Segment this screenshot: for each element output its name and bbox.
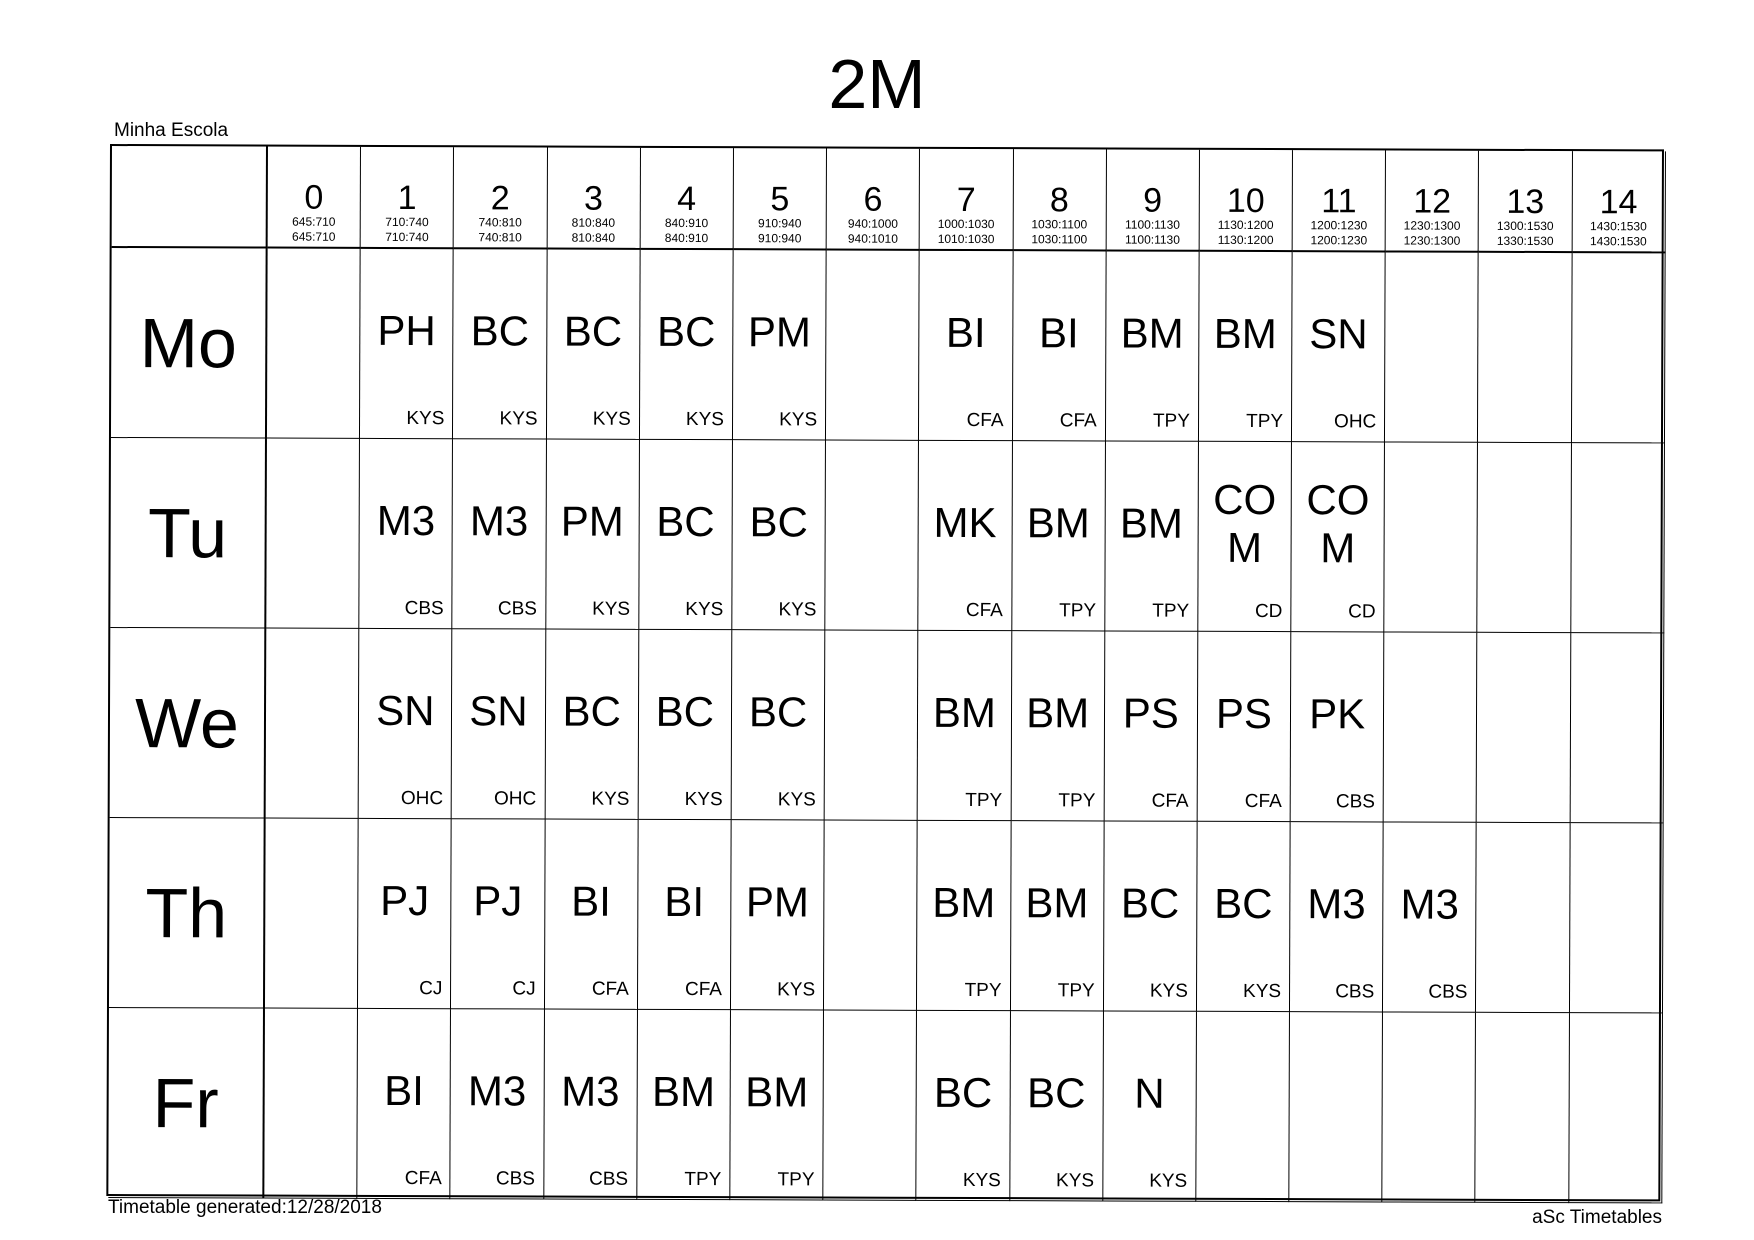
empty-cell [825,441,919,631]
subject-code: M3 [469,497,529,545]
subject-code: M3 [376,496,436,545]
period-time: 1200:1230 [1310,218,1368,233]
lesson-cell [640,250,734,440]
period-header [920,149,1014,251]
empty-cell [1383,1012,1477,1202]
teacher-code: CFA [966,409,1004,432]
lesson-cell [1106,251,1200,441]
lesson-cell [1383,822,1477,1012]
empty-cell [266,439,360,629]
period-header [827,149,921,251]
empty-cell [1570,633,1664,823]
period-time: 1430:1530 [1589,234,1647,249]
teacher-code: TPY [1152,410,1190,432]
lesson-cell [732,440,826,630]
timetable-grid [106,144,1664,1201]
subject-code: PK [1309,690,1366,738]
teacher-code: KYS [685,599,724,621]
day-label-cell [108,1008,265,1199]
teacher-code: CFA [591,978,629,1000]
subject-code: N [1134,1069,1165,1117]
period-number: 11 [1321,182,1357,221]
lesson-cell [1291,442,1385,632]
empty-cell [1476,1013,1570,1203]
period-number: 13 [1506,182,1545,222]
period-time: 810:840 [571,215,616,230]
empty-cell [826,251,920,441]
period-time: 940:1000 [847,216,899,231]
period-time: 645:710 [292,214,336,229]
teacher-code: CBS [404,598,444,620]
lesson-cell [359,629,453,819]
empty-cell [824,820,918,1010]
subject-code: BM [1120,309,1184,357]
period-header [1479,151,1573,253]
subject-code: M3 [1400,880,1459,928]
empty-cell [1572,253,1666,443]
lesson-cell [1011,631,1105,821]
period-time: 710:740 [385,229,429,245]
teacher-code: CBS [1335,981,1375,1003]
subject-code: BM [932,688,997,737]
period-number: 7 [956,180,976,220]
period-header [640,148,734,250]
lesson-cell [1198,442,1292,632]
empty-cell [825,631,919,821]
lesson-cell [1104,821,1198,1011]
period-time: 1000:1030 [937,216,995,232]
teacher-code: KYS [962,1169,1001,1192]
teacher-code: OHC [1334,411,1377,433]
lesson-cell [917,821,1011,1011]
lesson-cell [545,820,639,1010]
period-header [1572,151,1666,253]
teacher-code: CBS [497,598,537,620]
corner-cell [112,146,268,249]
lesson-cell [358,819,452,1009]
period-header [1386,150,1480,252]
lesson-cell [451,1009,545,1199]
period-header [1293,150,1387,252]
lesson-cell [546,440,640,630]
period-number: 4 [677,179,697,219]
empty-cell [266,629,360,819]
teacher-code: OHC [400,788,444,810]
period-time: 740:810 [478,230,522,245]
subject-code: M3 [1307,880,1366,928]
period-header [361,147,455,249]
lesson-cell [453,249,547,439]
lesson-cell [730,1010,824,1200]
period-time: 1200:1230 [1310,233,1368,248]
teacher-code: TPY [1059,600,1097,622]
period-number: 12 [1413,182,1452,221]
period-time: 1100:1130 [1124,217,1180,232]
period-time: 910:940 [757,231,802,246]
subject-code: PS [1215,689,1273,738]
empty-cell [1385,442,1479,632]
lesson-cell [1010,821,1104,1011]
teacher-code: CFA [1059,410,1097,432]
subject-code: BC [1214,879,1273,928]
subject-code: BC [749,498,808,546]
period-number: 0 [304,178,324,217]
period-number: 14 [1599,183,1638,222]
period-time: 1030:1100 [1031,232,1088,247]
period-time: 1300:1530 [1496,218,1554,234]
period-time: 1130:1200 [1217,217,1274,233]
empty-cell [1478,253,1572,443]
subject-code: BM [651,1067,716,1116]
subject-code: BI [1039,309,1079,357]
lesson-cell [544,1010,638,1200]
period-header [454,147,548,249]
subject-code: BC [656,497,715,546]
empty-cell [1478,443,1572,633]
teacher-code: TPY [777,1169,815,1191]
teacher-code: KYS [777,789,816,811]
lesson-cell [1010,1011,1104,1201]
lesson-cell [919,441,1013,631]
subject-code: BM [1025,879,1089,927]
subject-code: BM [932,878,996,927]
lesson-cell [1197,822,1291,1012]
period-number: 3 [583,179,603,218]
subject-code: BM [1213,309,1277,358]
lesson-cell [451,819,545,1009]
empty-cell [1476,823,1570,1013]
subject-code: SN [469,687,528,735]
period-time: 1100:1130 [1124,232,1180,247]
brand-label: aSc Timetables [1532,1207,1662,1228]
teacher-code: CBS [1428,981,1468,1003]
day-label: Fr [152,1063,219,1142]
teacher-code: CFA [1151,790,1189,812]
day-label-cell [111,248,268,439]
day-label: Mo [139,303,238,382]
lesson-cell [453,439,547,629]
period-number: 1 [397,179,417,218]
empty-cell [1571,443,1665,633]
teacher-code: CJ [512,978,536,1000]
teacher-code: KYS [592,598,631,620]
empty-cell [1570,823,1664,1013]
period-header [547,148,641,250]
empty-cell [1569,1013,1663,1203]
teacher-code: KYS [1243,980,1282,1003]
period-time: 1330:1530 [1496,233,1554,249]
lesson-cell [731,820,825,1010]
lesson-cell [733,250,827,440]
day-label-cell [109,818,266,1009]
period-header [1013,149,1107,251]
teacher-code: KYS [1149,980,1188,1002]
day-label: Th [145,873,228,952]
period-time: 840:910 [664,215,709,231]
period-time: 910:940 [758,216,802,231]
period-number: 9 [1143,181,1163,220]
lesson-cell [1012,251,1106,441]
lesson-cell [918,631,1012,821]
lesson-cell [1103,1011,1197,1201]
teacher-code: TPY [1058,790,1096,812]
subject-code: COM [1213,475,1277,572]
lesson-cell [1012,441,1106,631]
teacher-code: KYS [591,788,630,810]
lesson-cell [358,1009,452,1199]
period-header [268,147,362,249]
teacher-code: CFA [1244,790,1282,813]
subject-code: MK [933,498,997,547]
subject-code: BC [655,687,715,736]
empty-cell [265,819,359,1009]
subject-code: BC [656,307,716,356]
teacher-code: CFA [965,599,1003,622]
subject-code: BM [1026,499,1090,547]
period-time: 1230:1300 [1403,233,1461,248]
teacher-code: KYS [499,408,538,430]
subject-code: PJ [380,876,430,925]
empty-cell [823,1010,917,1200]
teacher-code: KYS [1056,1170,1095,1192]
subject-code: PS [1122,689,1179,737]
day-label: We [134,683,239,762]
lesson-cell [638,630,732,820]
subject-code: BI [384,1066,424,1115]
generated-date: Timetable generated:12/28/2018 [108,1197,382,1218]
teacher-code: KYS [685,409,725,431]
lesson-cell [919,251,1013,441]
lesson-cell [638,820,732,1010]
period-header [734,148,828,250]
lesson-cell [1199,252,1293,442]
empty-cell [264,1009,358,1199]
teacher-code: TPY [965,789,1003,812]
subject-code: SN [1309,310,1368,358]
day-label: Tu [147,493,228,572]
subject-code: COM [1306,476,1370,572]
lesson-cell [1291,632,1385,822]
teacher-code: CD [1254,600,1283,623]
period-time: 1230:1300 [1403,218,1461,233]
subject-code: PM [747,308,811,356]
empty-cell [1385,252,1479,442]
subject-code: BI [571,877,611,925]
subject-code: PM [560,497,624,545]
teacher-code: CFA [404,1168,442,1190]
teacher-code: CFA [684,979,723,1001]
subject-code: M3 [467,1067,527,1115]
teacher-code: KYS [684,789,723,811]
teacher-code: CJ [419,978,443,1000]
period-time: 740:810 [478,215,522,230]
teacher-code: KYS [779,409,818,431]
lesson-cell [917,1011,1011,1201]
school-name: Minha Escola [114,120,229,141]
empty-cell [267,249,361,439]
lesson-cell [547,250,641,440]
lesson-cell [360,249,454,439]
period-time: 710:740 [385,214,429,230]
lesson-cell [732,630,826,820]
lesson-cell [1290,822,1384,1012]
teacher-code: TPY [964,979,1002,1002]
teacher-code: CBS [589,1168,629,1190]
subject-code: M3 [561,1067,620,1115]
empty-cell [1384,632,1478,822]
subject-code: PH [377,306,436,355]
subject-code: BI [945,308,986,357]
teacher-code: TPY [1057,980,1095,1002]
period-time: 840:910 [664,230,709,246]
period-number: 6 [863,180,883,219]
teacher-code: KYS [406,408,445,430]
subject-code: BC [933,1068,993,1117]
period-time: 1010:1030 [937,231,995,247]
empty-cell [1196,1012,1290,1202]
subject-code: BM [1026,689,1090,737]
teacher-code: KYS [778,599,817,621]
lesson-cell [545,630,639,820]
subject-code: SN [376,686,435,735]
period-time: 1430:1530 [1590,219,1647,234]
empty-cell [1289,1012,1383,1202]
lesson-cell [452,629,546,819]
period-time: 940:1010 [847,231,898,246]
page-title: 2M [828,45,926,123]
lesson-cell [1104,631,1198,821]
teacher-code: KYS [592,408,631,430]
subject-code: PM [745,878,809,926]
period-number: 8 [1049,181,1069,220]
subject-code: BC [748,688,808,736]
lesson-cell [1292,252,1386,442]
period-header [1106,149,1200,251]
period-number: 10 [1226,181,1265,221]
teacher-code: CBS [495,1168,535,1190]
period-header [1200,150,1294,252]
teacher-code: KYS [777,979,816,1001]
subject-code: BM [1119,499,1184,547]
subject-code: PJ [473,877,523,925]
lesson-cell [1105,441,1199,631]
period-number: 5 [770,180,790,219]
lesson-cell [637,1010,731,1200]
teacher-code: OHC [494,788,537,810]
day-label-cell [110,628,267,819]
subject-code: BC [562,687,621,735]
teacher-code: KYS [1149,1170,1188,1192]
subject-code: BC [1027,1069,1086,1117]
teacher-code: TPY [1152,600,1190,622]
subject-code: BM [745,1068,809,1116]
lesson-cell [639,440,733,630]
lesson-cell [359,439,453,629]
teacher-code: TPY [1246,410,1284,433]
lesson-cell [1198,632,1292,822]
period-time: 810:840 [571,230,616,245]
period-time: 1130:1200 [1217,232,1274,248]
period-time: 1030:1100 [1031,217,1088,232]
subject-code: BI [664,877,705,926]
subject-code: BC [470,307,530,355]
period-number: 2 [490,179,510,218]
teacher-code: CBS [1335,791,1375,813]
subject-code: BC [563,307,623,355]
teacher-code: CD [1348,601,1376,623]
subject-code: BC [1120,879,1180,927]
day-label-cell [110,438,267,629]
period-time: 645:710 [292,229,336,244]
empty-cell [1477,633,1571,823]
teacher-code: TPY [684,1169,722,1191]
